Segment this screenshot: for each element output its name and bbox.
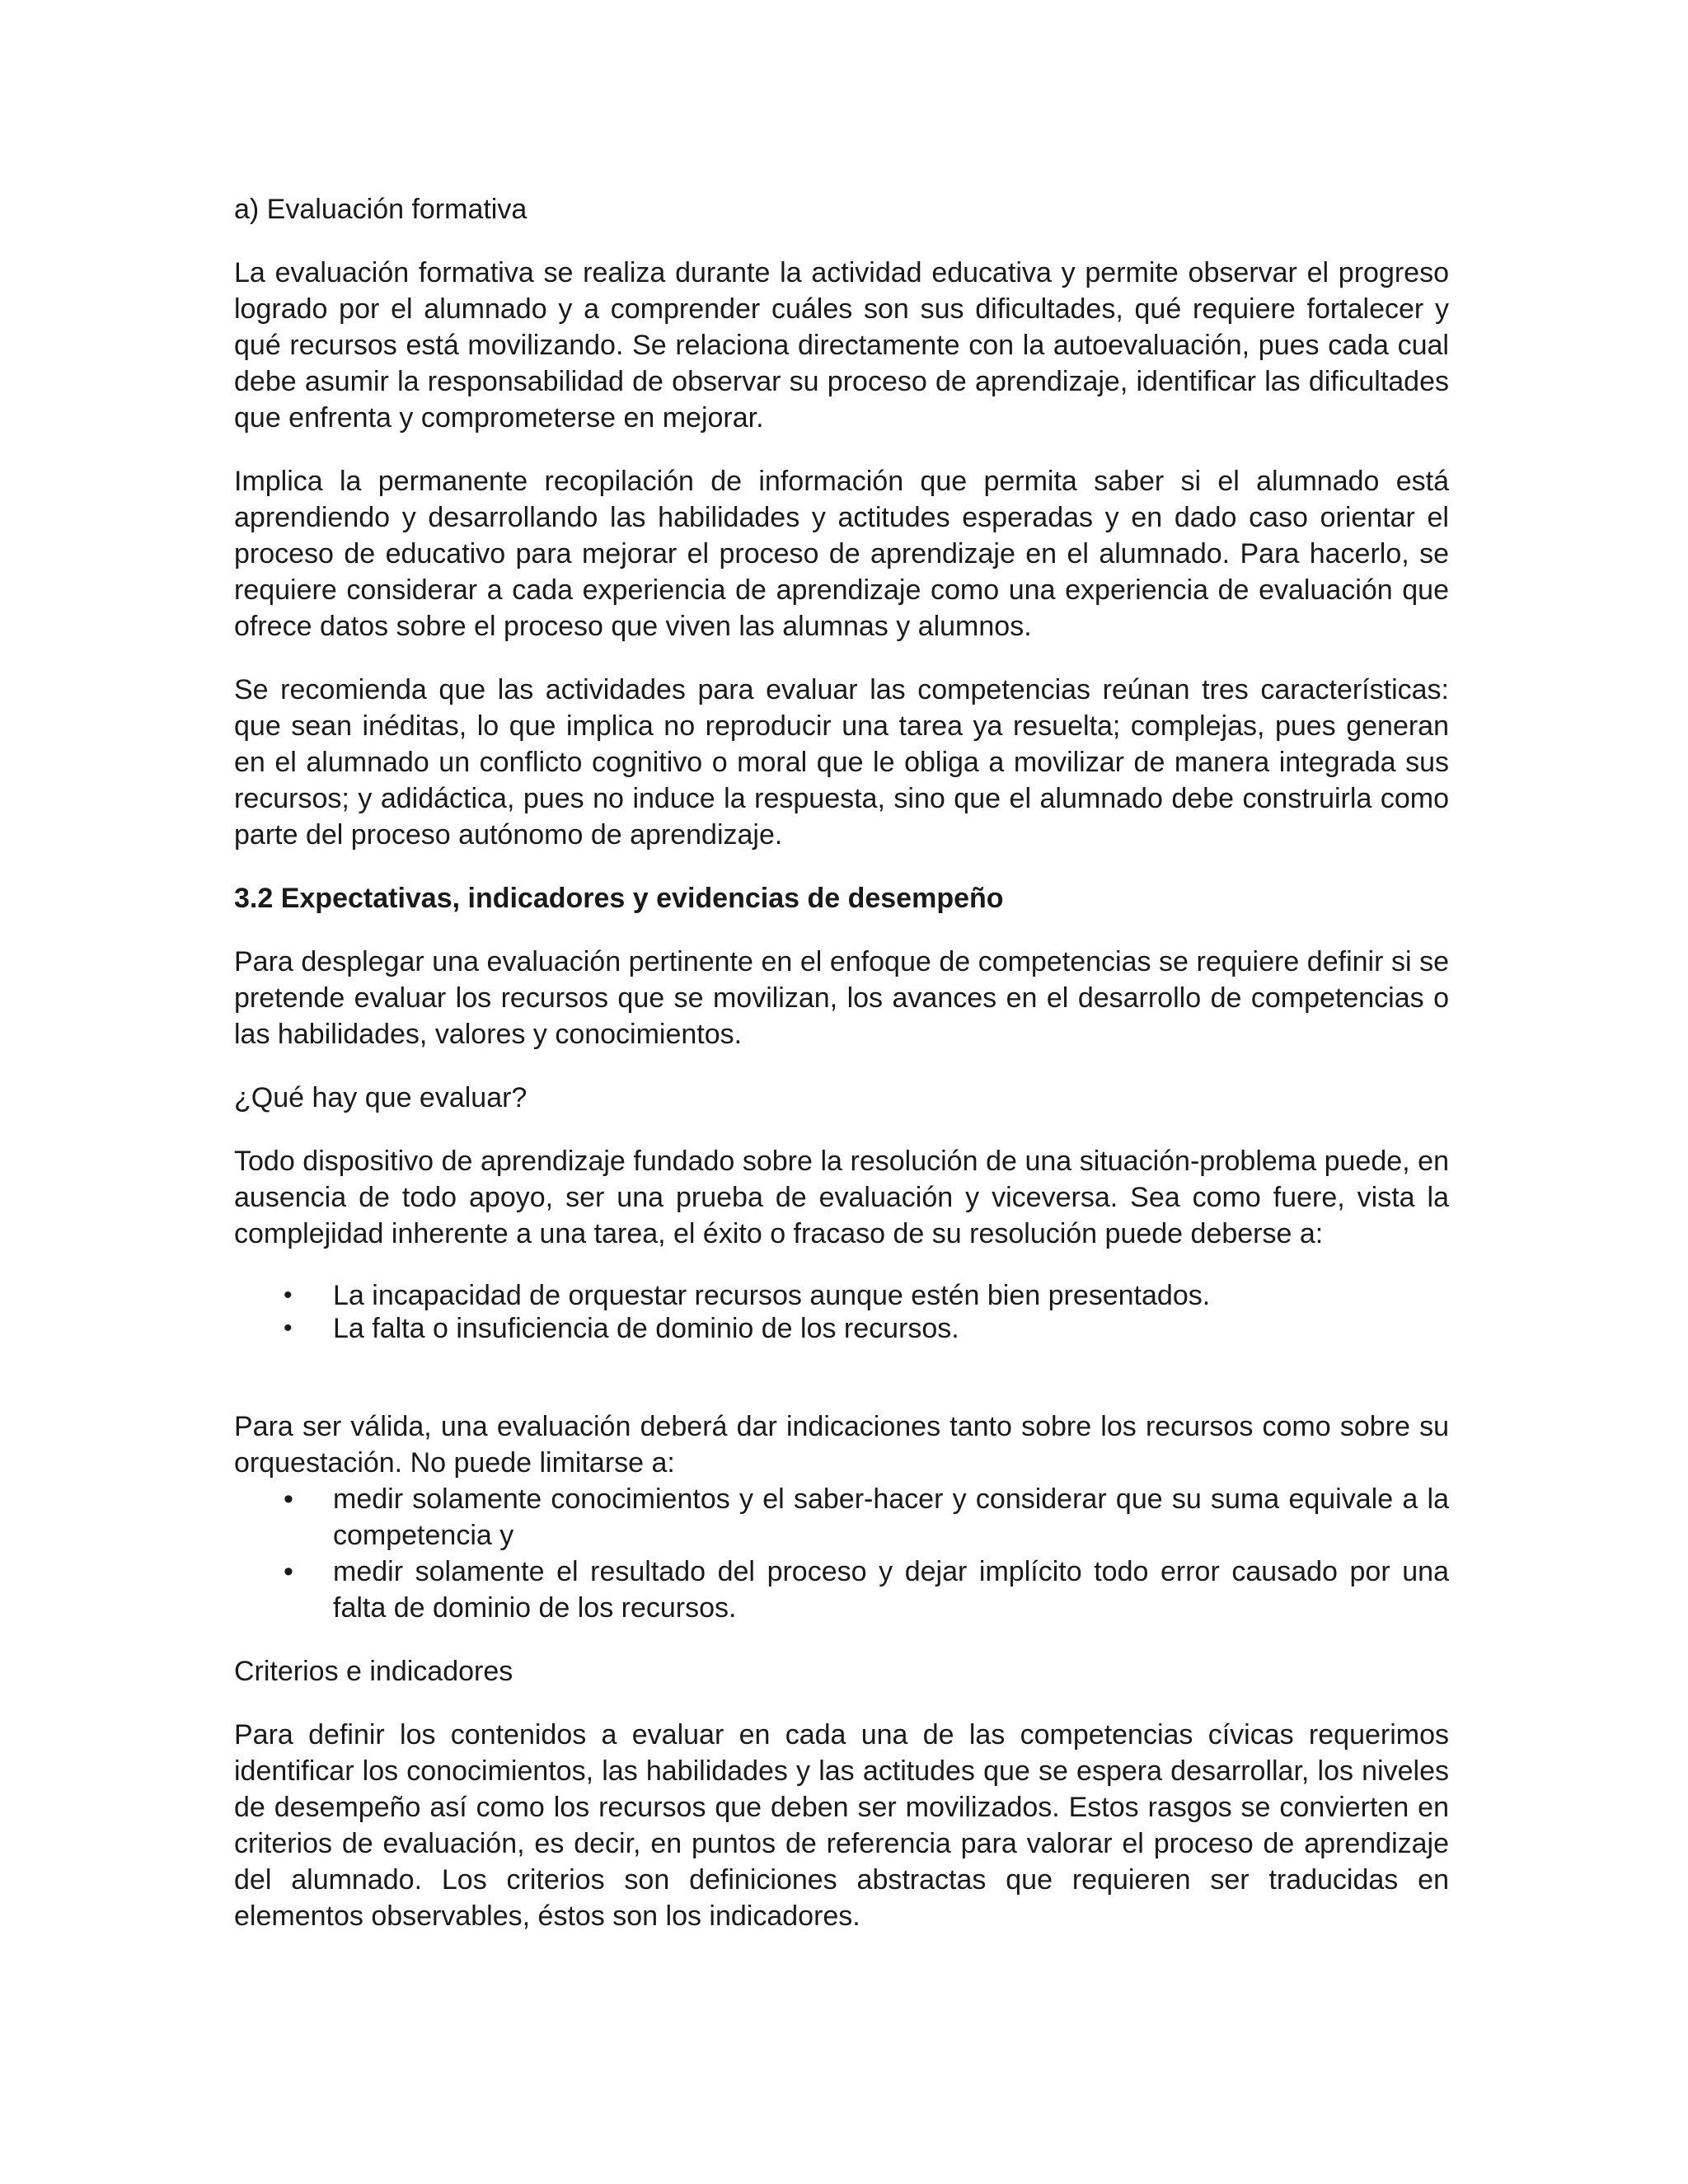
section-3-2-paragraph-1: Para desplegar una evaluación pertinente en el enfoque de competencias se requiere definir si se pretende evaluar los recursos que se movilizan, los avances en el desarrollo de competencias o las habilidades, valores y conocimientos. — [234, 946, 1449, 1050]
bullet-icon: • — [284, 1483, 293, 1515]
list-item — [234, 1312, 1449, 1345]
section-a-title: a) Evaluación formativa — [234, 194, 528, 225]
limitations-list — [234, 1481, 1449, 1626]
question-text: ¿Qué hay que evaluar? — [234, 1082, 528, 1113]
section-a-paragraph-2: Implica la permanente recopilación de información que permita saber si el alumnado está aprendiendo y desarrollando las habilidades y actitudes esperadas y en dado caso orientar el proceso de educativo para mejorar el proceso de aprendizaje en el alumnado. Para hacerlo, se requiere considerar a cada experiencia de aprendizaje como una experiencia de evaluación que ofrece datos sobre el proceso que viven las alumnas y alumnos. — [234, 466, 1449, 642]
section-3-2-paragraph-2: Todo dispositivo de aprendizaje fundado sobre la resolución de una situación-problema puede, en ausencia de todo apoyo, ser una prueba de evaluación y viceversa. Sea como fuere, vista la complejidad inherente a una tarea, el éxito o fracaso de su resolución puede deberse a: — [234, 1146, 1449, 1249]
bullet-icon: • — [284, 1556, 293, 1587]
bullet-icon: • — [284, 1315, 293, 1342]
bullet-icon: • — [284, 1282, 293, 1309]
list-item-text: medir solamente conocimientos y el saber-hacer y considerar que su suma equivale a la competencia y — [333, 1483, 1449, 1551]
section-3-2-heading: 3.2 Expectativas, indicadores y evidencias de desempeño — [234, 883, 1004, 914]
section-3-2-paragraph-3: Para ser válida, una evaluación deberá dar indicaciones tanto sobre los recursos como sobre su orquestación. No puede limitarse a: — [234, 1411, 1449, 1479]
failure-causes-list — [234, 1279, 1449, 1345]
document-page — [234, 191, 1449, 1961]
list-item — [234, 1554, 1449, 1626]
list-item — [234, 1279, 1449, 1312]
section-a-paragraph-1: La evaluación formativa se realiza durante la actividad educativa y permite observar el progreso logrado por el alumnado y a comprender cuáles son sus dificultades, qué requiere fortalecer y qué recursos está movilizando. Se relaciona directamente con la autoevaluación, pues cada cual debe asumir la responsabilidad de observar su proceso de aprendizaje, identificar las dificultades que enfrenta y comprometerse en mejorar. — [234, 257, 1449, 434]
section-a-paragraph-3: Se recomienda que las actividades para evaluar las competencias reúnan tres características: que sean inéditas, lo que implica no reproducir una tarea ya resuelta; complejas, pues generan en el alumnado un conflicto cognitivo o moral que le obliga a movilizar de manera integrada sus recursos; y adidáctica, pues no induce la respuesta, sino que el alumnado debe construirla como parte del proceso autónomo de aprendizaje. — [234, 674, 1449, 851]
criteria-subheading: Criterios e indicadores — [234, 1656, 513, 1687]
list-item-text: medir solamente el resultado del proceso y dejar implícito todo error causado por una falta de dominio de los recursos. — [333, 1556, 1449, 1624]
list-item — [234, 1481, 1449, 1554]
list-item-text: La incapacidad de orquestar recursos aunque estén bien presentados. — [333, 1280, 1211, 1311]
section-3-2-paragraph-4: Para definir los contenidos a evaluar en cada una de las competencias cívicas requerimos identificar los conocimientos, las habilidades y las actitudes que se espera desarrollar, los niveles de desempeño así como los recursos que deben ser movilizados. Estos rasgos se convierten en criterios de evaluación, es decir, en puntos de referencia para valorar el proceso de aprendizaje del alumnado. Los criterios son definiciones abstractas que requieren ser traducidas en elementos observables, éstos son los indicadores. — [234, 1719, 1449, 1932]
list-item-text: La falta o insuficiencia de dominio de los recursos. — [333, 1313, 959, 1344]
